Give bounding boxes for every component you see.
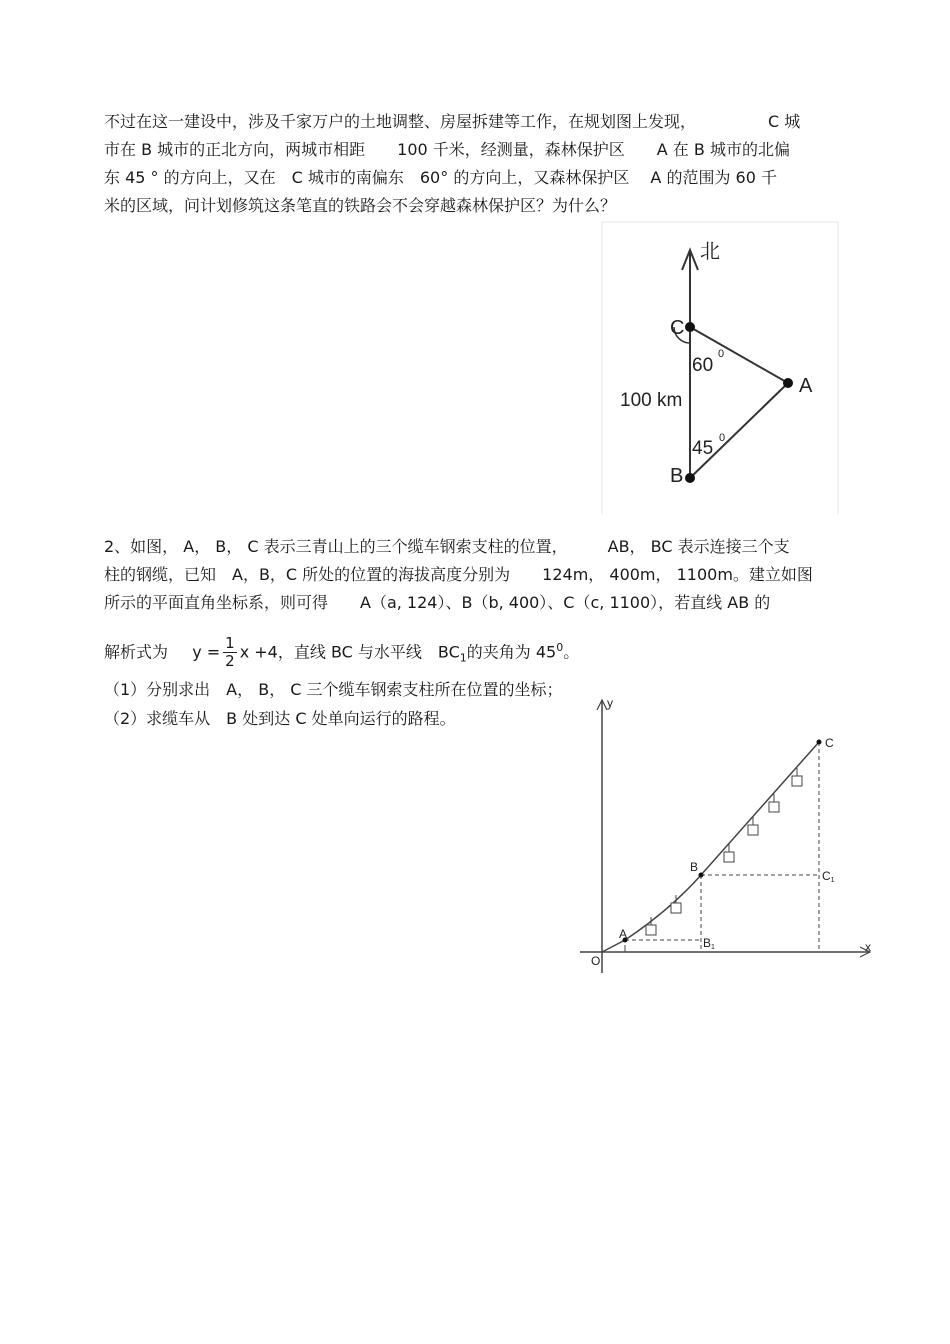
problem2-line-3: 所示的平面直角坐标系，则可得 A（a, 124）、B（b, 400）、C（c, 1100），若直线 AB 的 <box>104 593 771 612</box>
cable-cars <box>646 768 802 935</box>
question-2: （2）求缆车从 B 处到达 C 处单向运行的路程。 <box>104 709 456 728</box>
y-axis-label: y <box>607 696 613 710</box>
point-b <box>699 873 704 878</box>
label-b1: B1 <box>703 936 715 951</box>
point-c <box>685 322 695 332</box>
problem2-line-2: 柱的钢缆，已知 A，B，C 所处的位置的海拔高度分别为 124m， 400m， 1100m。建立如图 <box>104 565 813 584</box>
label-c1: C1 <box>822 869 835 884</box>
cable-line <box>602 742 819 952</box>
north-label: 北 <box>700 241 720 263</box>
cable-car-1 <box>646 917 656 935</box>
label-a: A <box>799 375 813 397</box>
problem1-line-3: 东 45 ° 的方向上，又在 C 城市的南偏东 60° 的方向上，又森林保护区 A 的范围为 60 千 <box>104 168 777 187</box>
point-a <box>783 378 793 388</box>
formula-rest: x +4 <box>239 642 278 662</box>
fraction-one-half: $\frac{1}{2}$ <box>225 634 235 671</box>
problem1-line-1: 不过在这一建设中，涉及千家万户的土地调整、房屋拆建等工作，在规划图上发现， C 城 <box>104 112 801 131</box>
problem1-line-4: 米的区域，问计划修筑这条笔直的铁路会不会穿越森林保护区？为什么？ <box>104 196 617 215</box>
problem1-text <box>104 108 846 220</box>
distance-label: 100 km <box>620 390 683 411</box>
question-1: （1）分别求出 A， B， C 三个缆车钢索支柱所在位置的坐标； <box>104 680 563 699</box>
bc1-subscript: 1 <box>459 651 467 665</box>
line4-middle: ，直线 BC 与水平线 BC <box>277 642 460 662</box>
x-axis-label: x <box>865 940 871 954</box>
label-c: C <box>670 317 685 339</box>
line4-end: 。 <box>563 642 580 662</box>
angle-superscript: 0 <box>556 641 564 654</box>
point-b <box>685 473 695 483</box>
line4-angle: 的夹角为 45 <box>466 642 557 662</box>
label-c: C <box>825 736 834 750</box>
label-b: B <box>690 860 699 874</box>
angle-60-label: 60 <box>692 355 714 376</box>
label-b: B <box>670 465 684 487</box>
angle-45-label: 45 <box>692 438 714 459</box>
origin-label: O <box>591 954 601 968</box>
problem1-line-2: 市在 B 城市的正北方向，两城市相距 100 千米，经测量，森林保护区 A 在 B 城市的北偏 <box>104 140 790 159</box>
problem2-line-1: 2、如图， A， B， C 表示三青山上的三个缆车钢索支柱的位置， AB， BC 表示连接三个支 <box>104 537 790 556</box>
segment-ba <box>690 383 788 478</box>
problem2-line-4 <box>104 630 579 677</box>
bearing-diagram <box>600 220 840 516</box>
label-a: A <box>619 927 628 941</box>
angle-60-degree: 0 <box>718 348 725 360</box>
formula-y: y = <box>192 642 221 662</box>
point-c <box>817 740 822 745</box>
formula-prefix: 解析式为 <box>104 642 169 662</box>
angle-45-degree: 0 <box>719 432 726 444</box>
cable-car-diagram <box>575 695 875 980</box>
